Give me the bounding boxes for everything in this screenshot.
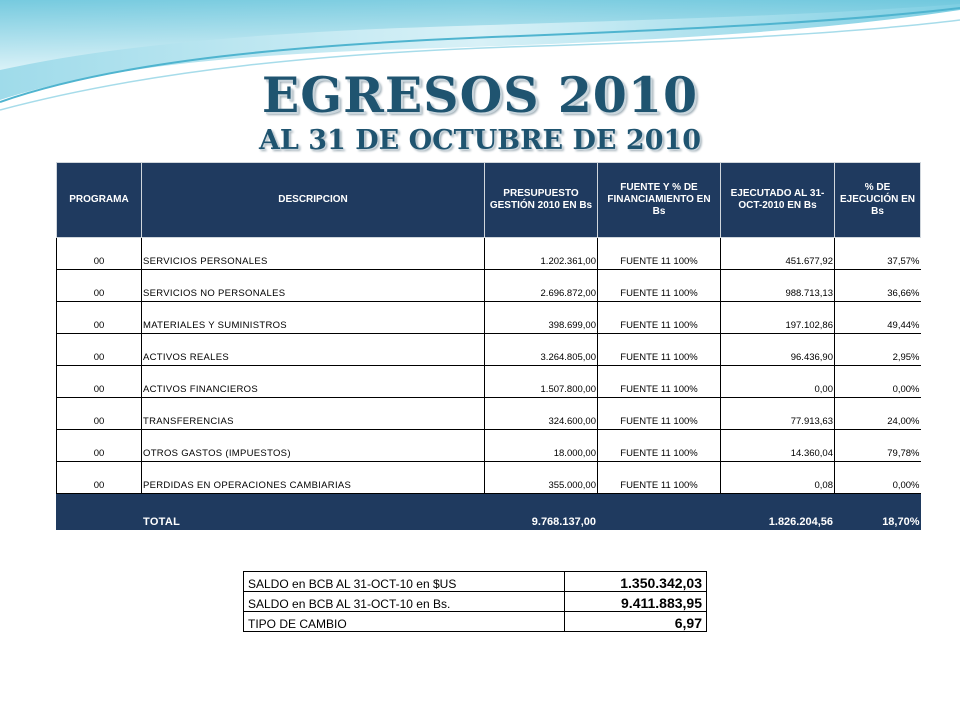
descripcion-cell: ACTIVOS REALES	[142, 334, 485, 366]
descripcion-cell: PERDIDAS EN OPERACIONES CAMBIARIAS	[142, 462, 485, 494]
programa-cell: 00	[57, 302, 142, 334]
saldo-value: 6,97	[565, 612, 707, 632]
porcentaje-cell: 24,00%	[835, 398, 921, 430]
column-header-presupuesto: PRESUPUESTO GESTIÓN 2010 EN Bs	[485, 163, 598, 238]
ejecutado-cell: 197.102,86	[721, 302, 835, 334]
presupuesto-cell: 3.264.805,00	[485, 334, 598, 366]
fuente-cell: FUENTE 11 100%	[598, 238, 721, 270]
table-row	[57, 334, 921, 366]
porcentaje-cell: 2,95%	[835, 334, 921, 366]
saldo-table	[243, 571, 707, 632]
descripcion-cell: MATERIALES Y SUMINISTROS	[142, 302, 485, 334]
programa-cell: 00	[57, 398, 142, 430]
saldo-label: SALDO en BCB AL 31-OCT-10 en $US	[244, 572, 565, 592]
ejecutado-cell: 77.913,63	[721, 398, 835, 430]
total-row	[57, 494, 921, 531]
fuente-cell: FUENTE 11 100%	[598, 334, 721, 366]
programa-cell: 00	[57, 334, 142, 366]
page-title: EGRESOS 2010	[261, 66, 699, 124]
fuente-cell: FUENTE 11 100%	[598, 398, 721, 430]
descripcion-cell: TRANSFERENCIAS	[142, 398, 485, 430]
ejecutado-cell: 96.436,90	[721, 334, 835, 366]
table-header-row	[57, 163, 921, 238]
column-header-fuente: FUENTE Y % DE FINANCIAMIENTO EN Bs	[598, 163, 721, 238]
descripcion-cell: SERVICIOS PERSONALES	[142, 238, 485, 270]
table-row	[57, 302, 921, 334]
fuente-cell: FUENTE 11 100%	[598, 270, 721, 302]
fuente-cell: FUENTE 11 100%	[598, 302, 721, 334]
programa-cell: 00	[57, 270, 142, 302]
ejecutado-cell: 0,08	[721, 462, 835, 494]
column-header-descripcion: DESCRIPCION	[142, 163, 485, 238]
porcentaje-cell: 37,57%	[835, 238, 921, 270]
presupuesto-cell: 324.600,00	[485, 398, 598, 430]
column-header-porcentaje: % DE EJECUCIÓN EN Bs	[835, 163, 921, 238]
ejecutado-cell: 451.677,92	[721, 238, 835, 270]
porcentaje-cell: 79,78%	[835, 430, 921, 462]
total-presupuesto: 9.768.137,00	[485, 494, 598, 531]
presupuesto-cell: 18.000,00	[485, 430, 598, 462]
presupuesto-cell: 355.000,00	[485, 462, 598, 494]
saldo-row	[244, 572, 707, 592]
table-row	[57, 270, 921, 302]
saldo-label: SALDO en BCB AL 31-OCT-10 en Bs.	[244, 592, 565, 612]
porcentaje-cell: 49,44%	[835, 302, 921, 334]
presupuesto-cell: 2.696.872,00	[485, 270, 598, 302]
porcentaje-cell: 0,00%	[835, 366, 921, 398]
descripcion-cell: OTROS GASTOS (IMPUESTOS)	[142, 430, 485, 462]
total-porcentaje: 18,70%	[835, 494, 921, 531]
table-row	[57, 398, 921, 430]
table-row	[57, 238, 921, 270]
total-fuente-cell	[598, 494, 721, 531]
porcentaje-cell: 0,00%	[835, 462, 921, 494]
table-row	[57, 366, 921, 398]
table-row	[57, 430, 921, 462]
programa-cell: 00	[57, 238, 142, 270]
total-label: TOTAL	[142, 494, 485, 531]
saldo-row	[244, 592, 707, 612]
presupuesto-cell: 1.202.361,00	[485, 238, 598, 270]
descripcion-cell: ACTIVOS FINANCIEROS	[142, 366, 485, 398]
total-ejecutado: 1.826.204,56	[721, 494, 835, 531]
fuente-cell: FUENTE 11 100%	[598, 462, 721, 494]
descripcion-cell: SERVICIOS NO PERSONALES	[142, 270, 485, 302]
total-programa-cell	[57, 494, 142, 531]
ejecutado-cell: 0,00	[721, 366, 835, 398]
ejecutado-cell: 14.360,04	[721, 430, 835, 462]
fuente-cell: FUENTE 11 100%	[598, 430, 721, 462]
programa-cell: 00	[57, 462, 142, 494]
porcentaje-cell: 36,66%	[835, 270, 921, 302]
fuente-cell: FUENTE 11 100%	[598, 366, 721, 398]
programa-cell: 00	[57, 366, 142, 398]
saldo-value: 9.411.883,95	[565, 592, 707, 612]
page-subtitle: AL 31 DE OCTUBRE DE 2010	[258, 125, 702, 156]
programa-cell: 00	[57, 430, 142, 462]
saldo-label: TIPO DE CAMBIO	[244, 612, 565, 632]
column-header-ejecutado: EJECUTADO AL 31-OCT-2010 EN Bs	[721, 163, 835, 238]
presupuesto-cell: 398.699,00	[485, 302, 598, 334]
ejecutado-cell: 988.713,13	[721, 270, 835, 302]
saldo-value: 1.350.342,03	[565, 572, 707, 592]
table-row	[57, 462, 921, 494]
budget-table	[56, 162, 921, 530]
column-header-programa: PROGRAMA	[57, 163, 142, 238]
presupuesto-cell: 1.507.800,00	[485, 366, 598, 398]
saldo-row	[244, 612, 707, 632]
